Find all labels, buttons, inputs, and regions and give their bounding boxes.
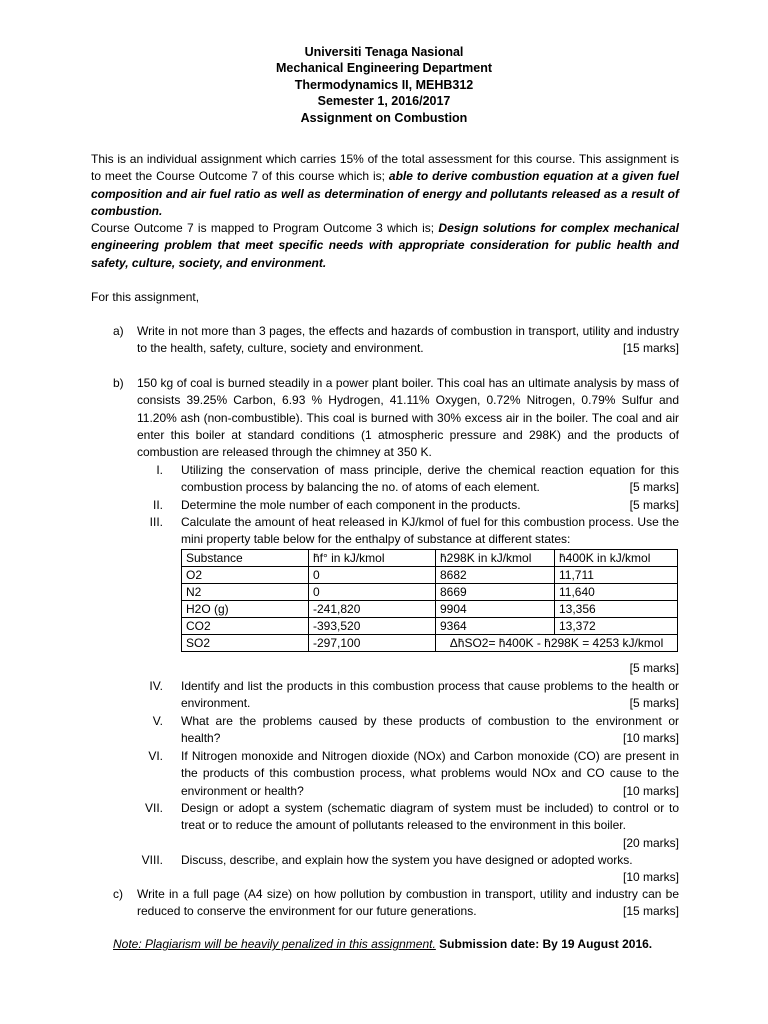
table-cell: 8669 [436, 584, 555, 601]
question-label: c) [113, 887, 123, 901]
question-text: 150 kg of coal is burned steadily in a power plant boiler. This coal has an ultimate analysis by mass of consists 39.25% Carbon, 6.93 % Hydrogen, 41.11% Oxygen, 0.72% Nitrogen, 0.79% Sulfur and 11.20% ash (non-combustible). This coal is burned with 30% excess air in the boiler. The coal and air enter this boiler at standard conditions (1 atmospheric pressure and 298K) and the products of combustion are released through the chimney at 350 K. [137, 376, 679, 460]
intro-text-2: Course Outcome 7 is mapped to Program Outcome 3 which is; [91, 221, 439, 236]
table-cell: 9904 [436, 601, 555, 618]
table-cell: 11,711 [555, 567, 678, 584]
table-cell-merged: Δh̄SO2= h̄400K - h̄298K = 4253 kJ/kmol [436, 635, 678, 652]
question-label: a) [113, 324, 124, 338]
subquestion-text: Discuss, describe, and explain how the system you have designed or adopted works. [181, 853, 633, 867]
submission-note [113, 936, 652, 953]
table-cell: 0 [309, 567, 436, 584]
department-name: Mechanical Engineering Department [275, 61, 493, 76]
table-row [182, 567, 678, 584]
table-header-cell: h̄f° in kJ/kmol [309, 550, 436, 567]
table-header-row [182, 550, 678, 567]
question-text: Write in not more than 3 pages, the effects and hazards of combustion in transport, utility and industry to the health, safety, culture, society and environment. [137, 324, 679, 356]
table-cell: 8682 [436, 567, 555, 584]
table-cell: -393,520 [309, 618, 436, 635]
table-cell: 9364 [436, 618, 555, 635]
intro-paragraph-2 [91, 220, 679, 272]
subquestion-text: Utilizing the conservation of mass principle, derive the chemical reaction equation for this combustion process by balancing the no. of atoms of each element. [181, 463, 679, 495]
document-header [0, 44, 768, 126]
marks: [10 marks] [622, 783, 679, 798]
program-outcome-3: Design solutions for complex mechanical engineering problem that meet specific needs with appropriate consideration for public health and safety, culture, society, and environment. [91, 221, 680, 270]
marks: [5 marks] [629, 661, 679, 675]
table-header-cell: h̄400K in kJ/kmol [555, 550, 678, 567]
subquestion-number: VII. [144, 801, 163, 815]
subquestion-number: VI. [148, 749, 163, 763]
marks: [15 marks] [622, 341, 679, 356]
marks: [5 marks] [629, 696, 679, 711]
course-name: Thermodynamics II, MEHB312 [294, 77, 474, 92]
table-cell: 13,356 [555, 601, 678, 618]
subquestion-text: If Nitrogen monoxide and Nitrogen dioxide (NOx) and Carbon monoxide (CO) are present in the products of this combustion process, what problems would NOx and CO cause to the environment or health? [181, 749, 679, 798]
table-cell: O2 [182, 567, 309, 584]
assignment-lead: For this assignment, [91, 290, 200, 304]
subquestion-number: IV. [149, 679, 163, 693]
property-table [181, 549, 678, 652]
submission-date: Submission date: By 19 August 2016. [439, 937, 653, 951]
university-name: Universiti Tenaga Nasional [304, 45, 464, 59]
table-header-cell: h̄298K in kJ/kmol [436, 550, 555, 567]
subquestion-text: Identify and list the products in this combustion process that cause problems to the health or environment. [181, 679, 679, 711]
question-text: Write in a full page (A4 size) on how pollution by combustion in transport, utility and industry can be reduced to conserve the environment for our future generations. [137, 887, 679, 919]
marks: [20 marks] [622, 835, 679, 850]
marks: [5 marks] [629, 498, 679, 512]
table-cell: H2O (g) [182, 601, 309, 618]
table-cell: CO2 [182, 618, 309, 635]
intro-paragraph-1 [91, 151, 679, 220]
marks: [10 marks] [622, 870, 679, 885]
course-outcome-7: able to derive combustion equation at a given fuel composition and air fuel ratio as well as determination of energy and pollutants released as a result of combustion. [91, 169, 679, 218]
subquestion-text: What are the problems caused by these products of combustion to the environment or health? [181, 714, 679, 746]
table-cell: 13,372 [555, 618, 678, 635]
intro-section [91, 151, 679, 272]
table-row [182, 584, 678, 601]
subquestion-number: I. [156, 463, 163, 477]
table-cell: SO2 [182, 635, 309, 652]
table-cell: 0 [309, 584, 436, 601]
marks: [10 marks] [622, 731, 679, 746]
intro-text-1: This is an individual assignment which carries 15% of the total assessment for this course. This assignment is to meet the Course Outcome 7 of this course which is; [91, 152, 679, 184]
semester: Semester 1, 2016/2017 [317, 94, 451, 109]
table-cell: 11,640 [555, 584, 678, 601]
plagiarism-warning: Note: Plagiarism will be heavily penalized in this assignment. [113, 937, 436, 951]
subquestion-text: Determine the mole number of each component in the products. [181, 498, 521, 512]
table-cell: -297,100 [309, 635, 436, 652]
subquestion-text: Design or adopt a system (schematic diagram of system must be included) to control or to treat or to reduce the amount of pollutants released to the environment in this boiler. [181, 801, 679, 833]
question-label: b) [113, 376, 124, 390]
table-row [182, 601, 678, 618]
marks: [5 marks] [629, 480, 679, 495]
subquestion-text: Calculate the amount of heat released in KJ/kmol of fuel for this combustion process. Use the mini property table below for the enthalpy of substance at different states: [181, 515, 679, 547]
marks: [15 marks] [622, 904, 679, 919]
subquestion-number: VIII. [141, 853, 163, 867]
table-cell: -241,820 [309, 601, 436, 618]
subquestion-number: II. [152, 498, 163, 512]
table-row [182, 618, 678, 635]
table-row [182, 635, 678, 652]
subquestion-number: III. [149, 515, 163, 529]
table-cell: N2 [182, 584, 309, 601]
subquestion-number: V. [152, 714, 163, 728]
document-title: Assignment on Combustion [300, 110, 468, 125]
table-header-cell: Substance [182, 550, 309, 567]
